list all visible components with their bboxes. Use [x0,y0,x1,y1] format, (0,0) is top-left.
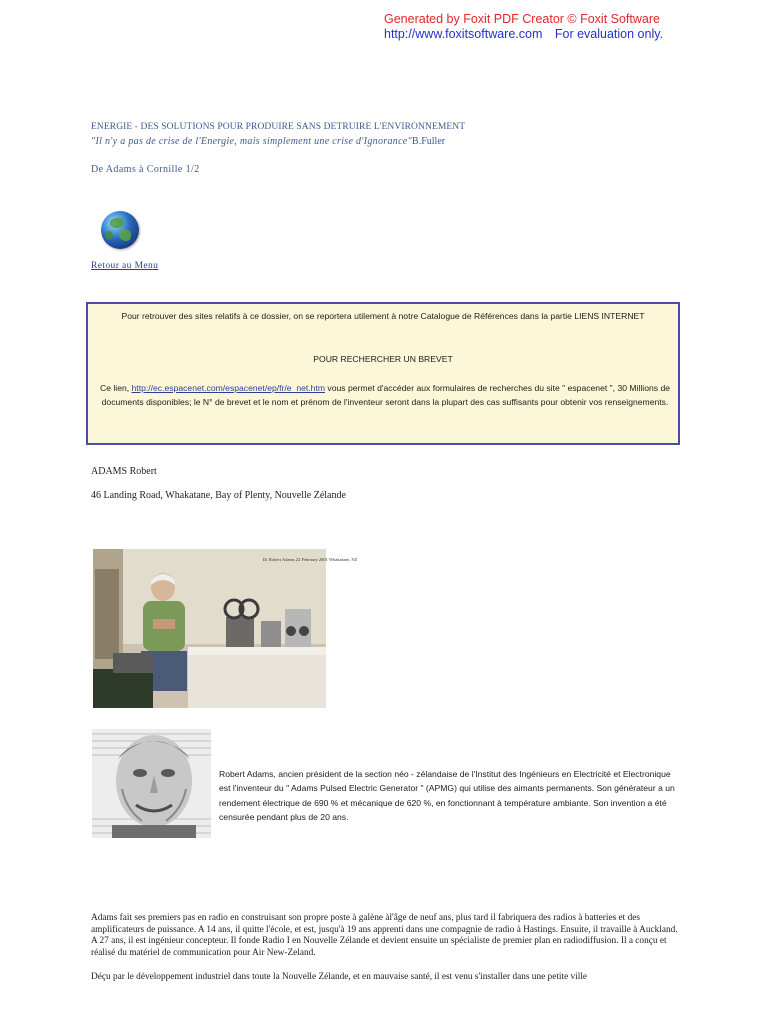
info-box [86,302,680,445]
foxit-watermark [384,12,764,42]
globe-icon[interactable] [101,211,139,249]
watermark-line: Generated by Foxit PDF Creator © Foxit Software [384,12,660,26]
watermark-url[interactable]: http://www.foxitsoftware.com [384,27,543,41]
info-box-prefix: Ce lien, [100,383,130,393]
body-paragraph: Déçu par le développement industriel dans toute la Nouvelle Zélande, et en mauvaise santé, il est venu s'installer dans une petite ville [91,972,588,982]
espacenet-link[interactable]: http://ec.espacenet.com/espacenet/ep/fr/e_net.htm [131,383,326,393]
body-paragraph: Adams fait ses premiers pas en radio en construisant son propre poste à galène àl'âge de neuf ans, plus tard il fabriquera des radios à batteries et des amplificateurs de puissance. A 14 ans, il quitte l'école, et est, jusqu'à 19 ans apprenti dans une compagnie de radio à Hastings. Ensuite, il travaille à Auckland. A 27 ans, il est ingénieur concepteur. Il fonde Radio I en Nouvelle Zélande et devient ensuite un spécialiste de premier plan en radiodiffusion. Il a conçu et réalisé du matériel de communication pour Air New-Zeland. [91,913,678,958]
info-box-suffix: vous permet d'accéder aux formulaires de recherches du site " espacenet ", 30 Millions de documents disponibles; le N° de brevet et le nom et prénom de l'inventeur seront dans la plupart des cas suffisants pour obtenir vos renseignements. [101,383,671,407]
header-quote [91,136,445,147]
info-box-paragraph [100,381,670,409]
person-name: ADAMS Robert [91,466,157,477]
info-box-heading: POUR RECHERCHER UN BREVET [313,354,453,364]
info-box-line: Pour retrouver des sites relatifs à ce dossier, on se reportera utilement à notre Catalogue de Références dans la partie LIENS INTERNET [121,311,645,321]
page-subtitle: De Adams à Cornille 1/2 [91,164,200,175]
watermark-note: For evaluation only. [554,27,664,41]
quote-text: "Il n'y a pas de crise de l'Energie, mais simplement une crise d'Ignorance" [91,136,413,147]
watermark-url-line [384,27,764,42]
person-address: 46 Landing Road, Whakatane, Bay of Plenty, Nouvelle Zélande [91,490,346,501]
bio-paragraph: Robert Adams, ancien président de la section néo - zélandaise de l'Institut des Ingénieurs en Electricité et Electronique est l'inventeur du " Adams Pulsed Electric Generator " (APMG) qui utilise des aimants permanents. Son générateur a un rendement électrique de 690 % et mécanique de 620 %, en fonctionnant à température ambiante. Son invention a été censurée pendant plus de 20 ans. [219,769,675,822]
photo-caption: Dr Robert Adams 22 February 2001 Whakatane, NZ [263,557,358,562]
page-title: ENERGIE - DES SOLUTIONS POUR PRODUIRE SANS DETRUIRE L'ENVIRONNEMENT [91,122,466,132]
workshop-photo [93,549,358,708]
back-to-menu-link[interactable]: Retour au Menu [91,261,159,271]
portrait-photo [92,729,211,838]
quote-author: B.Fuller [412,136,446,147]
